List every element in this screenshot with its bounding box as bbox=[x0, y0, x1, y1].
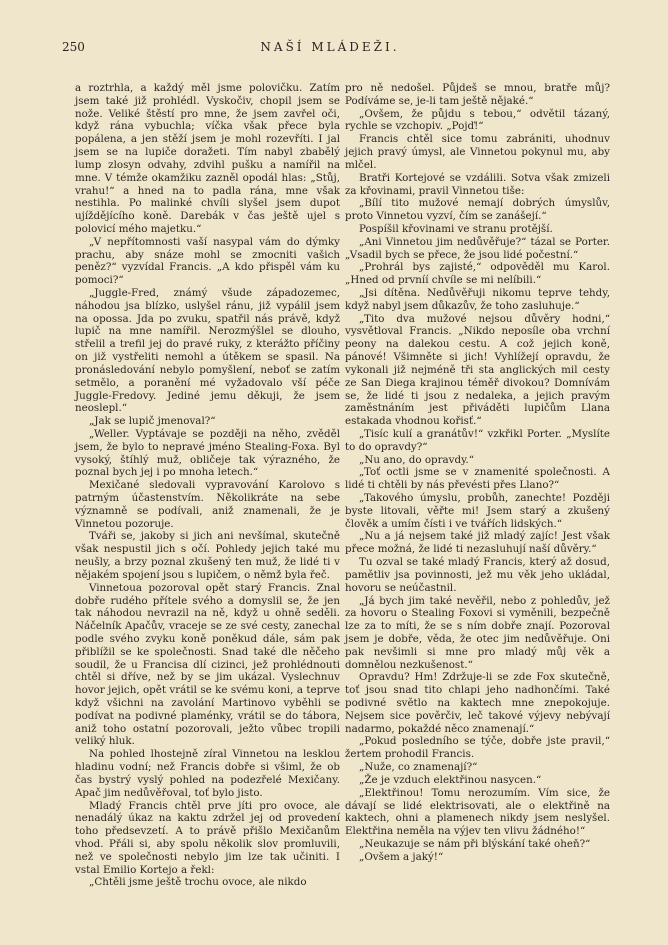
paragraph: a roztrhla, a každý měl jsme polovičku. Zatím jsem také již prohlédl. Vyskočiv, chopil jsem se nože. Veliké štěstí pro mne, že jsem zavřel oči, když rána vybuchla; víčka však přece byla popálena, a jen stěží jsem je mohl rozevříti. I jal jsem se na lupiče doražeti. Tím nabyl zbabělý lump zlosyn odvahy, zdvihl pušku a namířil na mne. V témže okamžiku zazněl opodál hlas: „Stůj, vrahu!“ a hned na to padla rána, mne však nestihla. Po malinké chvíli slyšel jsem dupot ujíždějícího koně. Darebák v čas ještě ujel s polovicí mého majetku.“ bbox=[75, 82, 340, 235]
paragraph: „Že je vzduch elektřinou nasycen.“ bbox=[359, 773, 542, 786]
paragraph: „Ovšem, že půjdu s tebou,“ odvětil tázaný, rychle se vzchopiv. „Pojď!“ bbox=[345, 107, 610, 133]
page-number: 250 bbox=[62, 40, 85, 54]
paragraph: Tu ozval se také mladý Francis, který až dosud, pamětliv jsa povinnosti, jež mu věk jeho ukládal, hovoru se neúčastnil. bbox=[345, 556, 610, 594]
paragraph: pro ně nedošel. Půjdeš se mnou, bratře můj? Podíváme se, je-li tam ještě nějaké.“ bbox=[345, 82, 610, 107]
paragraph: „Tisíc kulí a granátův!“ vzkřikl Porter. „Myslíte to do opravdy?“ bbox=[345, 427, 610, 453]
paragraph: „Ani Vinnetou jim nedůvěřuje?“ tázal se Porter. „Vsadil bych se přece, že jsou lidé počestní.“ bbox=[345, 235, 610, 261]
paragraph: „Prohrál bys zajisté,“ odpověděl mu Karol. „Hned od prvníí chvíle se mi nelíbili.“ bbox=[345, 261, 610, 287]
paragraph: „V nepřítomnosti vaší nasypal vám do dýmky prachu, aby snáze mohl se zmocniti vašich peněz?“ vyzvídal Francis. „A kdo přispěl vám ku pomoci?“ bbox=[75, 235, 340, 287]
running-title: NAŠÍ MLÁDEŽI. bbox=[260, 40, 400, 54]
paragraph: „Bílí tito mužové nemají dobrých úmyslův, proto Vinnetou vyzví, čím se zanášejí.“ bbox=[345, 197, 610, 223]
right-column bbox=[345, 82, 610, 864]
paragraph: „Neukazuje se nám při blýskání také oheň?“ bbox=[359, 837, 591, 850]
paragraph: „Tito dva mužové nejsou důvěry hodni,“ vysvětloval Francis. „Nikdo neposíle oba vrchní peony na dalekou cestu. A což jejich koně, pánové! Všimněte si jich! Vyhlížejí opravdu, že vykonali již nejméně tři sta anglických mil cesty ze San Diega krajinou téměř divokou? Domnívám se, že lidé ti jsou z nedaleka, a jejich pravým zaměstnáním jest přiváděti lupičům Llana estakada vhodnou kořisť.“ bbox=[345, 312, 610, 428]
paragraph: Bratři Kortejové se vzdálili. Sotva však zmizeli za křovinami, pravil Vinnetou tiše: bbox=[345, 171, 610, 197]
paragraph: „Nuže, co znamenají?“ bbox=[359, 761, 478, 774]
paragraph: „Já bych jim také nevěřil, nebo z pohledův, jež za hovoru o Stealing Foxovi si vyměnili, bezpečně lze za to míti, že se s ním dobře znají. Pozoroval jsem je dobře, věda, že otec jim nedůvěřuje. Oni pak nevšimli si mne pro mladý můj věk a domnělou nezkušenost.“ bbox=[345, 594, 610, 671]
paragraph: Mladý Francis chtěl prve jíti pro ovoce, ale nenadálý úkaz na kaktu zdržel jej od provedení toho předsevzetí. A to právě přišlo Mexičanům vhod. Přáli si, aby spolu několik slov promluvili, než ve společnosti nebylo jim lze tak učiniti. I vstal Emilio Kortejo a řekl: bbox=[75, 799, 340, 876]
left-column bbox=[75, 82, 340, 889]
paragraph: „Pokud posledního se týče, dobře jste pravil,“ žertem prohodil Francis. bbox=[345, 735, 610, 761]
paragraph: Francis chtěl sice tomu zabrániti, uhodnuv jejich pravý úmysl, ale Vinnetou pokynul mu, aby mlčel. bbox=[345, 133, 610, 171]
paragraph: Na pohled lhostejně zíral Vinnetou na lesklou hladinu vodní; než Francis dobře si všiml, že ob čas bystrý vyslý pohled na podezřelé Mexičany. Apač jim nedůvěřoval, toť bylo jisto. bbox=[75, 748, 340, 799]
paragraph: Vinnetoua pozoroval opět starý Francis. Znal dobře rudého přítele svého a domyslil se, že jen tak náhodou nevrazil na ně, když u ohně seděli. Náčelník Apačův, vraceje se ze své cesty, zanechal podle svého zvyku koně poněkud dále, sám pak přiblížil se ke společnosti. Snad také dle něčeho soudil, že u Francisa dlí cizinci, jež prohlédnouti chtěl si dříve, než by se jim ukázal. Vyslechnuv hovor jejich, opět vrátil se ke svému koni, a teprve když všichni na zavolání Martinovo vyběhli se podívat na podivné plaménky, vrátil se do tábora, aniž toho ostatní pozorovali, ježto vůbec tropili veliký hluk. bbox=[75, 581, 340, 748]
paragraph: „Toť octli jsme se v znamenité společnosti. A lidé ti chtěli by nás převésti přes Llano?“ bbox=[345, 466, 610, 492]
page-header bbox=[62, 40, 598, 60]
paragraph: Pospíšil křovinami ve stranu protější. bbox=[359, 222, 553, 235]
paragraph: „Nu a já nejsem také již mladý zajíc! Jest však přece možná, že lidé ti nezasluhují naší důvěry.“ bbox=[345, 530, 610, 556]
paragraph: „Chtěli jsme ještě trochu ovoce, ale nikdo bbox=[89, 876, 307, 889]
paragraph: „Juggle-Fred, známý všude západozemec, náhodou jsa blízko, uslyšel ránu, již vypálil jsem na opossa. Jda po zvuku, spatřil nás právě, když lupič na mne namířil. Nerozmýšlel se dlouho, střelil a trefil jej do pravé ruky, z kterážto příčiny on již vystřeliti nemohl a útěkem se spasil. Na pronásledování nebylo pomyšlení, neboť se zatím setmělo, a poranění mé vyžadovalo vší péče Juggle-Fredovy. Jediné jemu děkuji, že jsem neoslepl.“ bbox=[75, 287, 340, 415]
paragraph: Tváři se, jakoby si jich ani nevšímal, skutečně však nespustil jich s očí. Pohledy jejich také mu neušly, a brzy poznal zkušený ten muž, že lidé ti v nějakém spojení jsou s lupičem, o němž byla řeč. bbox=[75, 530, 340, 581]
paragraph: „Weller. Vyptávaje se později na něho, zvěděl jsem, že bylo to nepravé jméno Stealing-Foxa. Byl vysoký, štíhlý muž, obličeje tak výrazného, že poznal bych jej i po mnoha letech.“ bbox=[75, 427, 340, 479]
paragraph: „Jak se lupič jmenoval?“ bbox=[89, 415, 216, 428]
paragraph: „Takového úmyslu, probůh, zanechte! Později byste litovali, věřte mi! Jsem starý a zkušený člověk a umím čísti i ve tvářích lidských.“ bbox=[345, 492, 610, 530]
paragraph: Mexičané sledovali vypravování Karolovo s patrným účastenstvím. Několikráte na sebe významně se podívali, aniž znamenali, že je Vinnetou pozoruje. bbox=[75, 479, 340, 530]
paragraph: „Nu ano, do opravdy.“ bbox=[359, 453, 475, 466]
paragraph: „Jsi dítěna. Nedůvěřuji nikomu teprve tehdy, když nabyl jsem důkazův, že toho zasluhuje.“ bbox=[345, 287, 610, 312]
paragraph: „Elektřinou! Tomu nerozumím. Vím sice, že dávají se lidé elektrisovati, ale o elektřině na kaktech, ohni a plamenech nikdy jsem neslyšel. Elektřina neměla na výjev ten vlivu žádného!“ bbox=[345, 786, 610, 838]
paragraph: „Ovšem a jaký!“ bbox=[359, 850, 444, 863]
paragraph: Opravdu? Hm! Zdržuje-li se zde Fox skutečně, toť jsou snad tito chlapi jeho nadhončími. Také podivné světlo na kaktech mne znepokojuje. Nejsem sice pověrčiv, leč takové výjevy nebývají nadarmo, pokaždé něco znamenají.“ bbox=[345, 671, 610, 735]
